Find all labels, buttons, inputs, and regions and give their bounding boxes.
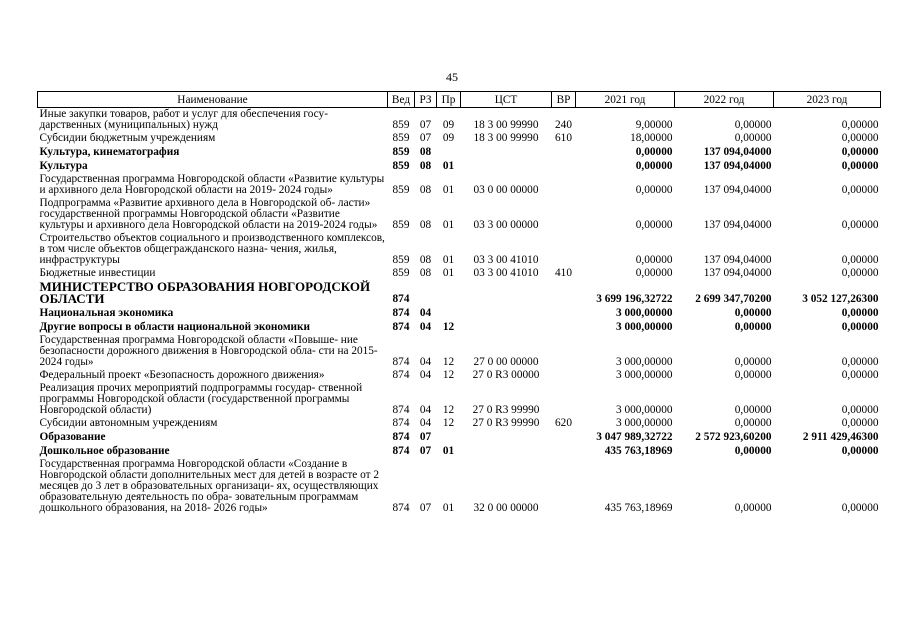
row-vr [552, 458, 576, 515]
header-name: Наименование [38, 92, 388, 108]
row-value-2023: 0,00000 [841, 445, 879, 457]
row-ved: 874 [392, 445, 410, 457]
row-pr: 12 [442, 417, 455, 429]
row-vr [552, 232, 576, 267]
row-rz: 07 [419, 445, 432, 457]
row-ved: 859 [392, 184, 410, 196]
row-value-2021: 18,00000 [630, 132, 673, 144]
row-pr: 12 [442, 356, 455, 368]
row-cst [461, 280, 552, 306]
row-value-2022: 2 699 347,70200 [695, 293, 772, 305]
row-rz: 04 [419, 356, 432, 368]
table-row [38, 320, 881, 334]
table-row [38, 458, 881, 515]
row-name: Государственная программа Новгородской области «Создание в Новгородской области дополнительных мест для детей в возрасте от 2 месяцев до 3 лет в образовательных организаци- ях, осуществляющих образовательную деятельность по обра- зовательным программам дошкольного образования, на 2018- 2026 годы» [39, 458, 380, 514]
header-2023: 2023 год [774, 92, 881, 108]
row-ved: 859 [392, 160, 410, 172]
row-name: Другие вопросы в области национальной экономики [39, 321, 311, 333]
row-pr: 09 [442, 119, 455, 131]
row-value-2023: 0,00000 [841, 307, 879, 319]
row-name: Образование [39, 431, 106, 443]
row-cst: 27 0 00 00000 [473, 356, 539, 368]
row-cst: 03 3 00 00000 [473, 219, 539, 231]
row-cst [461, 430, 552, 444]
row-pr: 01 [442, 445, 455, 457]
row-vr: 620 [555, 417, 572, 429]
row-pr [437, 306, 461, 320]
row-pr: 01 [442, 267, 455, 279]
row-name: Дошкольное образование [39, 445, 170, 457]
header-cst: ЦСТ [461, 92, 552, 108]
row-pr: 01 [442, 502, 455, 514]
row-cst: 03 3 00 41010 [473, 267, 539, 279]
table-row [38, 173, 881, 197]
header-vr: ВР [552, 92, 576, 108]
row-vr [552, 320, 576, 334]
row-name: Иные закупки товаров, работ и услуг для обеспечения госу- дарственных (муниципальных) нужд [39, 108, 328, 131]
row-value-2022: 0,00000 [734, 445, 772, 457]
row-value-2022: 0,00000 [734, 321, 772, 333]
row-value-2023: 0,00000 [841, 132, 879, 144]
header-2022: 2022 год [675, 92, 774, 108]
row-cst: 27 0 R3 99990 [472, 404, 540, 416]
header-2021: 2021 год [576, 92, 675, 108]
row-rz: 08 [419, 267, 432, 279]
row-rz: 08 [419, 254, 432, 266]
row-value-2023: 0,00000 [841, 119, 879, 131]
row-rz: 07 [419, 431, 432, 443]
row-value-2021: 3 000,00000 [616, 321, 673, 333]
row-name: Бюджетные инвестиции [39, 267, 156, 279]
row-rz: 08 [419, 219, 432, 231]
row-pr: 01 [442, 219, 455, 231]
row-name: Государственная программа Новгородской области «Повыше- ние безопасности дорожного движения в Новгородской обла- сти на 2015-2024 годы» [39, 334, 378, 368]
row-value-2022: 137 094,04000 [703, 254, 772, 266]
table-row [38, 197, 881, 232]
row-value-2021: 0,00000 [635, 184, 673, 196]
row-value-2022: 137 094,04000 [703, 219, 772, 231]
page-number: 45 [446, 70, 458, 84]
row-ved: 874 [392, 417, 410, 429]
header-rz: РЗ [415, 92, 437, 108]
table-row [38, 444, 881, 458]
table-row [38, 334, 881, 369]
row-name: Субсидии бюджетным учреждениям [39, 132, 216, 144]
table-header-row [38, 92, 881, 108]
row-cst: 27 0 R3 00000 [472, 369, 540, 381]
row-value-2022: 137 094,04000 [703, 146, 772, 158]
row-name: Субсидии автономным учреждениям [39, 417, 218, 429]
row-name: Реализация прочих мероприятий подпрограммы государ- ственной программы Новгородской области (государственной программы Новгородской области) [39, 382, 363, 416]
row-vr: 410 [555, 267, 572, 279]
row-vr [552, 197, 576, 232]
row-cst [461, 145, 552, 159]
row-vr [552, 430, 576, 444]
row-value-2023: 0,00000 [841, 356, 879, 368]
row-rz: 07 [419, 502, 432, 514]
row-name: Федеральный проект «Безопасность дорожного движения» [39, 369, 325, 381]
row-pr [437, 430, 461, 444]
table-row [38, 417, 881, 430]
row-ved: 874 [392, 321, 410, 333]
row-vr: 240 [555, 119, 572, 131]
row-pr: 12 [442, 321, 455, 333]
row-ved: 859 [392, 146, 410, 158]
table-row [38, 132, 881, 145]
table-row [38, 145, 881, 159]
row-value-2021: 3 699 196,32722 [596, 293, 673, 305]
row-ved: 859 [392, 219, 410, 231]
row-ved: 859 [392, 267, 410, 279]
budget-table [37, 91, 881, 515]
row-ved: 874 [392, 431, 410, 443]
row-rz: 08 [419, 146, 432, 158]
row-value-2021: 435 763,18969 [604, 445, 673, 457]
row-rz: 08 [419, 160, 432, 172]
row-value-2021: 0,00000 [635, 267, 673, 279]
row-value-2021: 3 000,00000 [616, 369, 673, 381]
row-value-2023: 0,00000 [841, 404, 879, 416]
row-value-2021: 0,00000 [635, 160, 673, 172]
row-value-2023: 0,00000 [841, 267, 879, 279]
row-value-2023: 0,00000 [841, 417, 879, 429]
row-value-2022: 0,00000 [734, 502, 772, 514]
row-value-2021: 3 000,00000 [616, 404, 673, 416]
row-value-2023: 2 911 429,46300 [802, 431, 879, 443]
row-value-2023: 0,00000 [841, 254, 879, 266]
row-ved: 859 [392, 119, 410, 131]
row-ved: 859 [392, 254, 410, 266]
row-vr [552, 145, 576, 159]
row-pr: 12 [442, 404, 455, 416]
table-row [38, 430, 881, 444]
row-pr: 01 [442, 184, 455, 196]
row-ved: 859 [392, 132, 410, 144]
row-vr [552, 280, 576, 306]
row-pr: 01 [442, 254, 455, 266]
row-cst: 03 0 00 00000 [473, 184, 539, 196]
row-value-2023: 0,00000 [841, 146, 879, 158]
row-value-2021: 3 047 989,32722 [596, 431, 673, 443]
row-value-2021: 435 763,18969 [604, 502, 673, 514]
row-rz: 04 [419, 404, 432, 416]
row-cst: 27 0 R3 99990 [472, 417, 540, 429]
row-rz: 04 [419, 307, 432, 319]
row-value-2022: 0,00000 [734, 356, 772, 368]
row-vr [552, 159, 576, 173]
row-ved: 874 [392, 369, 410, 381]
row-value-2021: 0,00000 [635, 219, 673, 231]
row-value-2023: 0,00000 [841, 184, 879, 196]
row-rz: 04 [419, 321, 432, 333]
row-pr: 09 [442, 132, 455, 144]
table-row [38, 108, 881, 133]
row-cst [461, 444, 552, 458]
row-cst: 18 3 00 99990 [473, 132, 539, 144]
header-ved: Вед [388, 92, 415, 108]
row-vr [552, 369, 576, 382]
row-name: Культура [39, 160, 88, 172]
row-ved: 874 [392, 293, 410, 305]
row-cst [461, 306, 552, 320]
row-rz: 08 [419, 184, 432, 196]
row-cst [461, 320, 552, 334]
row-rz: 04 [419, 369, 432, 381]
row-vr [552, 444, 576, 458]
row-value-2022: 137 094,04000 [703, 160, 772, 172]
row-cst: 32 0 00 00000 [473, 502, 539, 514]
row-value-2022: 0,00000 [734, 417, 772, 429]
row-ved: 874 [392, 502, 410, 514]
row-pr: 01 [442, 160, 455, 172]
row-value-2023: 0,00000 [841, 321, 879, 333]
row-value-2022: 137 094,04000 [703, 267, 772, 279]
table-row [38, 232, 881, 267]
row-rz: 04 [419, 417, 432, 429]
row-name: Подпрограмма «Развитие архивного дела в Новгородской об- ласти» государственной программы Новгородской области «Развитие культуры и архивного дела Новгородской области на 2019-2024 годы» [39, 197, 378, 231]
row-value-2021: 0,00000 [635, 146, 673, 158]
row-value-2022: 137 094,04000 [703, 184, 772, 196]
row-name: Строительство объектов социального и производственного комплексов, в том числе объектов общегражданского назна- чения, жилья, инфраструктуры [39, 232, 385, 266]
row-name: Государственная программа Новгородской области «Развитие культуры и архивного дела Новгородской области на 2019- 2024 годы» [39, 173, 385, 196]
table-row [38, 159, 881, 173]
row-value-2021: 3 000,00000 [616, 417, 673, 429]
row-vr [552, 334, 576, 369]
row-value-2023: 0,00000 [841, 502, 879, 514]
row-name: Национальная экономика [39, 307, 174, 319]
row-value-2022: 0,00000 [734, 369, 772, 381]
row-name: Культура, кинематография [39, 146, 180, 158]
row-rz [415, 280, 437, 306]
row-cst: 18 3 00 99990 [473, 119, 539, 131]
row-value-2022: 0,00000 [734, 119, 772, 131]
row-ved: 874 [392, 404, 410, 416]
row-cst: 03 3 00 41010 [473, 254, 539, 266]
row-value-2022: 0,00000 [734, 404, 772, 416]
row-value-2021: 0,00000 [635, 254, 673, 266]
row-rz: 07 [419, 119, 432, 131]
row-ved: 874 [392, 356, 410, 368]
row-cst [461, 159, 552, 173]
row-value-2023: 0,00000 [841, 219, 879, 231]
row-value-2021: 3 000,00000 [616, 307, 673, 319]
row-vr [552, 306, 576, 320]
row-value-2022: 0,00000 [734, 132, 772, 144]
table-row [38, 306, 881, 320]
row-value-2023: 0,00000 [841, 369, 879, 381]
table-row [38, 382, 881, 417]
row-vr [552, 382, 576, 417]
table-row [38, 280, 881, 306]
row-value-2022: 2 572 923,60200 [695, 431, 772, 443]
row-pr: 12 [442, 369, 455, 381]
row-vr [552, 173, 576, 197]
row-value-2023: 3 052 127,26300 [802, 293, 879, 305]
row-value-2023: 0,00000 [841, 160, 879, 172]
row-value-2022: 0,00000 [734, 307, 772, 319]
table-row [38, 369, 881, 382]
row-ved: 874 [392, 307, 410, 319]
row-value-2021: 3 000,00000 [616, 356, 673, 368]
row-pr [437, 145, 461, 159]
row-vr: 610 [555, 132, 572, 144]
row-pr [437, 280, 461, 306]
row-name: МИНИСТЕРСТВО ОБРАЗОВАНИЯ НОВГОРОДСКОЙ ОБЛАСТИ [39, 279, 371, 306]
header-pr: Пр [437, 92, 461, 108]
row-rz: 07 [419, 132, 432, 144]
row-value-2021: 9,00000 [635, 119, 673, 131]
